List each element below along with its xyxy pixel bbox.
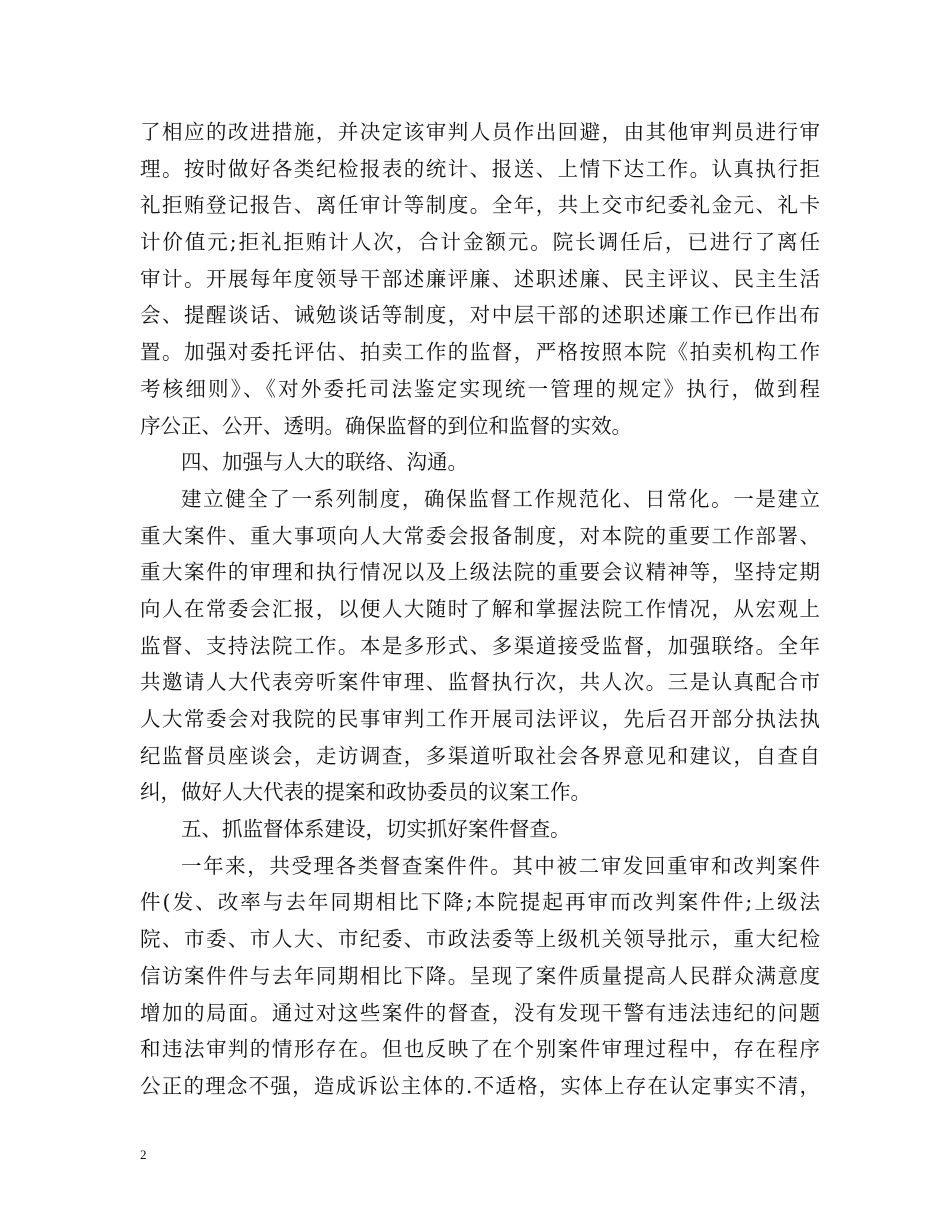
text-line: 置。加强对委托评估、拍卖工作的监督，严格按照本院《拍卖机构工作 <box>140 340 820 365</box>
text-line: 礼拒贿登记报告、离任审计等制度。全年，共上交市纪委礼金元、礼卡 <box>140 193 820 218</box>
text-line: 计价值元;拒礼拒贿计人次，合计金额元。院长调任后，已进行了离任 <box>140 230 820 255</box>
text-line: 序公正、公开、透明。确保监督的到位和监督的实效。 <box>140 413 632 438</box>
text-line: 一年来，共受理各类督查案件件。其中被二审发回重审和改判案件 <box>181 853 820 878</box>
text-line: 考核细则》、《对外委托司法鉴定实现统一管理的规定》执行，做到程 <box>140 376 820 401</box>
page-number: 2 <box>140 1147 147 1162</box>
text-line: 审计。开展每年度领导干部述廉评廉、述职述廉、民主评议、民主生活 <box>140 266 820 291</box>
text-line: 增加的局面。通过对这些案件的督查，没有发现干警有违法违纪的问题 <box>140 1000 820 1025</box>
text-line: 院、市委、市人大、市纪委、市政法委等上级机关领导批示，重大纪检 <box>140 927 820 952</box>
text-line: 重大案件的审理和执行情况以及上级法院的重要会议精神等，坚持定期 <box>140 560 820 585</box>
text-line: 纠，做好人大代表的提案和政协委员的议案工作。 <box>140 780 591 805</box>
text-line: 人大常委会对我院的民事审判工作开展司法评议，先后召开部分执法执 <box>140 707 820 731</box>
text-line: 和违法审判的情形存在。但也反映了在个别案件审理过程中，存在程序 <box>140 1037 820 1062</box>
text-line: 会、提醒谈话、诫勉谈话等制度，对中层干部的述职述廉工作已作出布 <box>140 303 820 328</box>
text-line: 四、加强与人大的联络、沟通。 <box>181 450 468 475</box>
text-line: 理。按时做好各类纪检报表的统计、报送、上情下达工作。认真执行拒 <box>140 156 820 181</box>
text-line: 五、抓监督体系建设，切实抓好案件督查。 <box>181 817 571 842</box>
text-line: 建立健全了一系列制度，确保监督工作规范化、日常化。一是建立 <box>181 486 820 511</box>
text-line: 重大案件、重大事项向人大常委会报备制度，对本院的重要工作部署、 <box>140 523 820 548</box>
text-line: 件(发、改率与去年同期相比下降;本院提起再审而改判案件件;上级法 <box>140 890 820 915</box>
text-line: 纪监督员座谈会，走访调查，多渠道听取社会各界意见和建议，自查自 <box>140 743 820 768</box>
text-line: 信访案件件与去年同期相比下降。呈现了案件质量提高人民群众满意度 <box>140 963 820 988</box>
text-line: 了相应的改进措施，并决定该审判人员作出回避，由其他审判员进行审 <box>140 120 820 144</box>
document-body <box>140 114 820 1105</box>
text-line: 监督、支持法院工作。本是多形式、多渠道接受监督，加强联络。全年 <box>140 633 820 658</box>
text-line: 向人在常委会汇报，以便人大随时了解和掌握法院工作情况，从宏观上 <box>140 596 820 621</box>
text-line: 公正的理念不强，造成诉讼主体的.不适格，实体上存在认定事实不清， <box>140 1073 820 1098</box>
text-line: 共邀请人大代表旁听案件审理、监督执行次，共人次。三是认真配合市 <box>140 670 820 695</box>
